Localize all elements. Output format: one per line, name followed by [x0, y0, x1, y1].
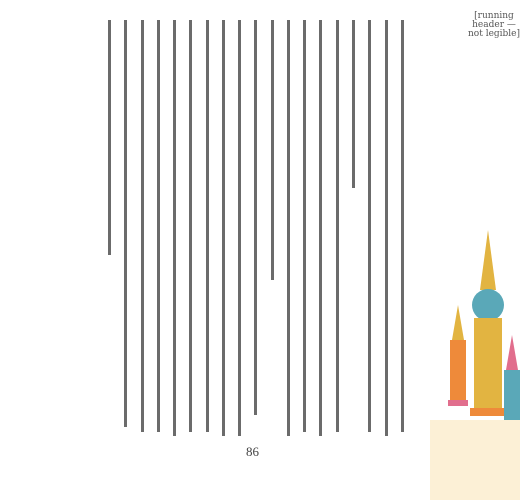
text-column-ink: [271, 20, 274, 280]
text-column: [319, 20, 322, 440]
stupa-group-right: [504, 335, 520, 420]
text-column-ink: [141, 20, 144, 432]
text-column-ink: [222, 20, 225, 436]
text-column-ink: [336, 20, 339, 432]
text-column: [287, 20, 290, 440]
text-column: [368, 20, 371, 440]
text-column-ink: [319, 20, 322, 436]
text-column-ink: [238, 20, 241, 436]
vertical-text-block: [108, 20, 404, 440]
text-column: [254, 20, 257, 440]
text-column-ink: [173, 20, 176, 436]
text-column: [271, 20, 274, 440]
text-column-ink: [157, 20, 160, 432]
text-column: [124, 20, 127, 440]
text-column: [173, 20, 176, 440]
text-column: [189, 20, 192, 440]
text-column-ink: [368, 20, 371, 432]
text-column-ink: [108, 20, 111, 255]
text-column: [157, 20, 160, 440]
text-column: [401, 20, 404, 440]
text-column-ink: [287, 20, 290, 436]
text-column: [303, 20, 306, 440]
page-number: 86: [246, 444, 259, 459]
text-column-ink: [303, 20, 306, 432]
text-column: [352, 20, 355, 440]
text-column-ink: [189, 20, 192, 432]
text-column-ink: [385, 20, 388, 436]
text-column-ink: [352, 20, 355, 188]
text-column: [336, 20, 339, 440]
stupa-group-left: [448, 305, 468, 406]
text-column-ink: [124, 20, 127, 427]
running-header: [468, 12, 520, 39]
text-column-ink: [206, 20, 209, 432]
stupa-illustration-icon: [430, 90, 520, 500]
text-column: [238, 20, 241, 440]
text-column: [108, 20, 111, 440]
running-header-text: [running header — not legible]: [468, 11, 520, 39]
text-column: [206, 20, 209, 440]
text-column-ink: [401, 20, 404, 432]
text-column: [385, 20, 388, 440]
stupa-group-center: [470, 230, 506, 416]
text-column: [141, 20, 144, 440]
ground-band: [430, 420, 520, 500]
text-column: [222, 20, 225, 440]
text-column-ink: [254, 20, 257, 415]
